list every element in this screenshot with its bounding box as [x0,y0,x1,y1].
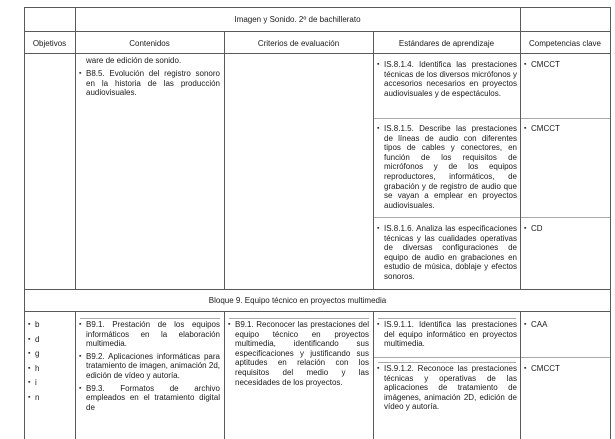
header-contenidos: Contenidos [129,39,170,48]
competencia-cell [524,224,608,237]
header-criterios: Criterios de evaluación [257,39,340,48]
header-competencias: Competencias clave [528,39,602,48]
list-item: ▪ g [28,349,68,359]
list-item: ▪ CMCCT [524,60,608,70]
list-item: ▪ IS.8.1.6. Analiza las especificaciones técnicas y las cualidades operativas de diversas configuraciones de equipo de audio en grabaciones en estudio de música, doblaje y efectos sonoros. [377,224,517,282]
list-item: ▪ b [28,320,68,330]
estandar-row [377,364,517,415]
list-item: ▪ IS.8.1.4. Identifica las prestaciones técnicas de los diversos micrófonos y accesorios necesarios en proyectos audiovisuales y de espectáculos. [377,60,517,98]
estandar-row [377,60,517,101]
list-item: ▪ n [28,393,68,403]
contenidos-list-block9 [79,320,220,415]
list-item: ▪ B9.2. Aplicaciones informáticas para tratamiento de imagen, animación 2d, edición de vídeo y autoría. [79,352,220,381]
list-item: ▪ CMCCT [524,364,608,374]
competencia-cell [524,364,608,377]
list-item: ▪ B9.1. Reconocer las prestaciones del equipo técnico en proyectos multimedia, identificando sus especificaciones y justificando sus aptitudes en relación con los requisitos del medio y las necesidades de los proyectos. [228,320,369,387]
competencia-cell [524,124,608,137]
table-title: Imagen y Sonido. 2º de bachillerato [234,15,361,24]
list-item: ▪ B8.5. Evolución del registro sonoro en la historia de las producción audiovisuales. [79,69,220,98]
contenidos-continuation: ware de edición de sonido. [86,56,182,65]
header-objetivos: Objetivos [32,39,67,48]
list-item: ▪ CD [524,224,608,234]
list-item: ▪ IS.9.1.2. Reconoce las prestaciones técnicas y operativas de las aplicaciones de tratamiento de imágenes, animación 2D, edición de vídeo y autoría. [377,364,517,412]
criterios-list [228,320,369,390]
list-item: ▪ IS.8.1.5. Describe las prestaciones de líneas de audio con diferentes tipos de cables y conectores, en función de los requisitos de micrófonos y de los equipos reproductores, informáticos, de grabación y de registro de audio que se vayan a emplear en proyectos audiovisuales. [377,124,517,210]
estandar-row [377,320,517,352]
list-item: ▪ CAA [524,320,608,330]
list-item: ▪ B9.3. Formatos de archivo empleados en el tratamiento digital de [79,384,220,413]
list-item: ▪ i [28,378,68,388]
list-item: ▪ h [28,364,68,374]
competencia-cell [524,60,608,73]
contenidos-list-block8 [79,69,220,101]
objetivos-list [28,320,68,408]
list-item: ▪ IS.9.1.1. Identifica las prestaciones del equipo informático en proyectos multimedia. [377,320,517,349]
list-item: ▪ CMCCT [524,124,608,134]
competencia-cell [524,320,608,333]
estandar-row [377,224,517,285]
block-title: Bloque 9. Equipo técnico en proyectos multimedia [208,296,387,305]
header-estandares: Estándares de aprendizaje [398,39,495,48]
list-item: ▪ B9.1. Prestación de los equipos informáticos en la elaboración multimedia. [79,320,220,349]
estandar-row [377,124,517,213]
list-item: ▪ d [28,335,68,345]
